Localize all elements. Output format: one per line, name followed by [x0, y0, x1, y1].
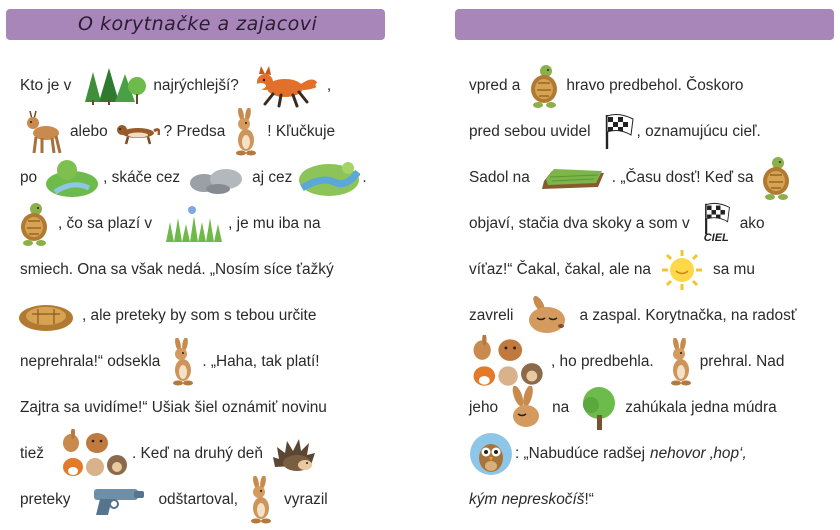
- story-line-r3: [469, 158, 794, 198]
- story-text: ,: [326, 77, 332, 94]
- story-text: hravo predbehol. Čoskoro: [566, 77, 744, 94]
- grass-icon: [162, 204, 224, 244]
- story-text: smiech. Ona sa však nedá. „Nosím síce ťažký: [20, 261, 334, 278]
- story-line-r7: [467, 342, 784, 382]
- turtle-icon: [18, 201, 52, 247]
- story-text: na: [552, 399, 570, 416]
- story-text: a zaspal. Korytnačka, na radosť: [579, 307, 797, 324]
- story-text: po: [20, 169, 38, 186]
- story-line-10: [20, 480, 328, 520]
- rocks-icon: [188, 161, 246, 195]
- story-line-4: [18, 204, 321, 244]
- story-text: zavreli: [469, 307, 514, 324]
- story-text: pred sebou uvidel: [469, 123, 591, 140]
- rabbit-icon: [246, 476, 276, 524]
- story-line-5: [20, 250, 334, 290]
- story-text: preteky: [20, 491, 71, 508]
- story-line-3: [20, 158, 367, 198]
- grass-patch-icon: [538, 163, 608, 193]
- story-text-italic: nehovor ‚hop‘,: [650, 445, 747, 462]
- story-text: ako: [739, 215, 765, 232]
- story-line-r8: [469, 388, 777, 428]
- story-text: jeho: [469, 399, 499, 416]
- title-bar: [6, 9, 385, 40]
- hedgehog-icon: [269, 433, 317, 475]
- story-line-2: [20, 112, 335, 152]
- story-text: ! Kľučkuje: [267, 123, 336, 140]
- story-text: objaví, stačia dva skoky a som v: [469, 215, 690, 232]
- story-line-1: [20, 66, 331, 106]
- meadow-icon: [45, 158, 99, 198]
- story-text: neprehrala!“ odsekla: [20, 353, 161, 370]
- story-text: alebo: [70, 123, 108, 140]
- story-line-r10: [469, 480, 594, 520]
- turtle-icon: [760, 155, 794, 201]
- rabbit-icon: [231, 108, 261, 156]
- story-line-r4: [469, 204, 765, 244]
- rabbit-head-icon: [504, 386, 548, 430]
- rabbit-icon: [666, 338, 696, 386]
- forest-icon: [77, 66, 147, 106]
- header-bar-right: [455, 9, 834, 40]
- story-text: . „Haha, tak platí!: [202, 353, 320, 370]
- story-text: : „Nabudúce radšej: [515, 445, 646, 462]
- tree-icon: [579, 385, 619, 431]
- sun-icon: [661, 249, 703, 291]
- story-text: zahúkala jedna múdra: [625, 399, 777, 416]
- story-text-italic: kým nepreskočíš: [469, 491, 585, 508]
- story-text: vpred a: [469, 77, 521, 94]
- story-line-r2: [469, 112, 761, 152]
- finish-flag-label: CIEL: [703, 232, 729, 244]
- owl-icon: [469, 432, 513, 476]
- story-text: .: [362, 169, 367, 186]
- story-text: odštartoval,: [158, 491, 239, 508]
- story-text: prehral. Nad: [699, 353, 785, 370]
- turtle-icon: [528, 63, 562, 109]
- rabbit-icon: [168, 338, 198, 386]
- weasel-icon: [114, 117, 160, 147]
- deer-icon: [20, 109, 64, 155]
- story-line-r9: [469, 434, 747, 474]
- story-line-8: [20, 388, 327, 428]
- story-text: víťaz!“ Čakal, čakal, ale na: [469, 261, 651, 278]
- story-text: ? Predsa: [163, 123, 226, 140]
- story-text: vyrazil: [284, 491, 328, 508]
- forest-animals-icon: [467, 335, 547, 389]
- story-line-r6: [469, 296, 797, 336]
- story-line-r5: [469, 250, 755, 290]
- story-line-6: [18, 296, 316, 336]
- stream-icon: [298, 158, 360, 198]
- forest-animals-icon: [58, 429, 130, 479]
- starting-pistol-icon: [90, 483, 148, 517]
- story-text: , ho predbehla.: [551, 353, 654, 370]
- finish-flag-icon: [601, 113, 635, 151]
- fox-icon: [249, 64, 321, 108]
- story-text: . „Času dosť! Keď sa: [611, 169, 754, 186]
- story-text: , čo sa plazí v: [58, 215, 153, 232]
- story-text: sa mu: [713, 261, 755, 278]
- story-text: , ale preteky by som s tebou určite: [82, 307, 317, 324]
- story-text: [650, 445, 747, 463]
- story-text: Sadol na: [469, 169, 530, 186]
- story-text: , skáče cez: [103, 169, 181, 186]
- story-text: aj cez: [252, 169, 293, 186]
- story-text: najrýchlejší?: [153, 77, 239, 94]
- story-text: tiež: [20, 445, 44, 462]
- sleepy-rabbit-eyes-icon: [521, 296, 571, 336]
- story-text: , oznamujúcu cieľ.: [636, 123, 761, 140]
- story-line-7: [20, 342, 320, 382]
- page-title: O korytnačke a zajacovi: [78, 13, 318, 35]
- story-text: Zajtra sa uvidíme!“ Ušiak šiel oznámiť novinu: [20, 399, 327, 416]
- story-text: !“: [584, 491, 594, 508]
- story-text: Kto je v: [20, 77, 72, 94]
- story-text: , je mu iba na: [228, 215, 321, 232]
- finish-flag-icon: [698, 202, 734, 246]
- story-text: . Keď na druhý deň: [131, 445, 263, 462]
- turtle-shell-icon: [18, 300, 74, 332]
- story-line-r1: [469, 66, 743, 106]
- story-line-9: [20, 434, 317, 474]
